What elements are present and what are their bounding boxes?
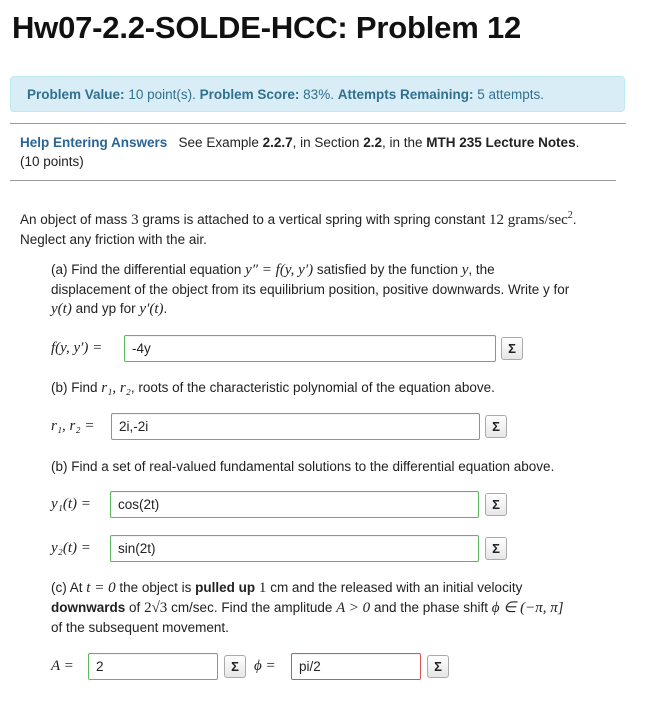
part-a-text-3: , the (468, 262, 495, 277)
f-label: f(y, y′) = (51, 340, 103, 356)
phase-answer-input[interactable]: pi/2 (291, 653, 421, 680)
units: grams/sec (507, 212, 568, 228)
statement-text: An object of mass (20, 212, 128, 227)
section-number: 2.2 (363, 135, 382, 150)
sigma-button[interactable]: Σ (485, 537, 507, 560)
in-section-text: , in Section (292, 135, 360, 150)
statement-text: Neglect any friction with the air. (20, 232, 207, 247)
part-a-yt: y(t) (51, 301, 72, 317)
lecture-notes-link[interactable]: MTH 235 Lecture Notes (426, 135, 576, 150)
part-c-at: (c) At (51, 580, 83, 595)
part-c-line-3: of the subsequent movement. (51, 620, 229, 635)
part-a-text: (a) Find the differential equation y″ = f(y, y′) satisfied by the function y, the displacement of the object from its equilibrium position, positive downwards. Write y for y(t) and yp for y′(t). (51, 262, 570, 317)
part-c-amp-cond: A > 0 (336, 600, 371, 616)
help-entering-answers-link[interactable]: Help Entering Answers (20, 135, 168, 150)
sigma-button[interactable]: Σ (485, 415, 507, 438)
period: . (575, 135, 580, 150)
part-c-and-phase: and the phase shift (373, 600, 489, 615)
divider (10, 123, 626, 124)
part-a-equation: y″ = f(y, y′) (245, 262, 314, 278)
y1-answer-input[interactable]: cos(2t) (110, 491, 479, 518)
attempts-remaining-label: Attempts Remaining: (337, 87, 474, 102)
amplitude-label: A = (51, 658, 74, 674)
roots-answer-input[interactable]: 2i,-2i (111, 413, 480, 440)
in-the-text: , in the (381, 135, 423, 150)
part-c-pulled-up: pulled up (195, 580, 256, 595)
problem-statement: An object of mass 3 grams is attached to a vertical spring with spring constant 12 grams/$\sec^2$. Neglect any friction with the air. (20, 210, 577, 247)
part-a-ypt: y′(t) (139, 301, 164, 317)
sigma-button[interactable]: Σ (224, 655, 246, 678)
part-b2-text: (b) Find a set of real-valued fundamental solutions to the differential equation above. (51, 459, 555, 474)
part-c-of: of (129, 600, 141, 615)
sigma-button[interactable]: Σ (427, 655, 449, 678)
part-b1-text-2: , roots of the characteristic polynomial of the equation above. (130, 380, 495, 395)
part-a-y: y (461, 262, 469, 278)
phase-label: ϕ = (254, 658, 276, 674)
mass-value: 3 (131, 212, 139, 228)
problem-info-box (10, 76, 625, 112)
example-number: 2.2.7 (262, 135, 293, 150)
problem-value-label: Problem Value: (27, 87, 125, 102)
y2-answer-input[interactable]: sin(2t) (110, 535, 479, 562)
part-c-t0: t = 0 (86, 580, 116, 596)
y2-label: y₂(t) = (51, 540, 91, 556)
part-c-rest-2: cm/sec. Find the amplitude (171, 600, 333, 615)
part-c-text (51, 578, 641, 637)
problem-value: 10 point(s). (128, 87, 196, 102)
part-b1-text-1: (b) Find (51, 380, 98, 395)
sigma-button[interactable]: Σ (501, 337, 523, 360)
part-c-velocity: 2√3 (144, 600, 168, 616)
sigma-button[interactable]: Σ (485, 493, 507, 516)
part-a-line-2: displacement of the object from its equilibrium position, positive downwards. Write y for (51, 282, 570, 297)
part-b1-text (51, 378, 495, 398)
spring-constant: 12 (489, 212, 505, 228)
amplitude-answer-input[interactable]: 2 (88, 653, 218, 680)
attempts-remaining: 5 attempts. (477, 87, 545, 102)
page-title: Hw07-2.2-SOLDE-HCC: Problem 12 (12, 10, 522, 45)
part-b1-r1r2: r₁, r₂ (101, 380, 131, 396)
part-a-text-1: (a) Find the differential equation (51, 262, 242, 277)
points-text: (10 points) (20, 154, 84, 169)
problem-score: 83%. (303, 87, 334, 102)
f-answer-input[interactable]: -4y (124, 335, 496, 362)
y1-label: y₁(t) = (51, 496, 91, 512)
part-c-downwards: downwards (51, 600, 126, 615)
help-section (20, 133, 579, 171)
roots-label: r₁, r₂ = (51, 418, 95, 434)
part-c-phase-cond: ϕ ∈ (−π, π] (491, 600, 564, 616)
divider (10, 180, 616, 181)
part-a-and-yp: and yp for (75, 301, 136, 316)
problem-score-label: Problem Score: (199, 87, 300, 102)
part-c-obj: the object is (119, 580, 192, 595)
part-a-text-2: satisfied by the function (316, 262, 458, 277)
see-example-text: See Example (178, 135, 259, 150)
statement-text: grams is attached to a vertical spring with spring constant (142, 212, 486, 227)
part-c-one: 1 (258, 580, 267, 596)
part-c-rest-1: cm and the released with an initial velocity (270, 580, 523, 595)
